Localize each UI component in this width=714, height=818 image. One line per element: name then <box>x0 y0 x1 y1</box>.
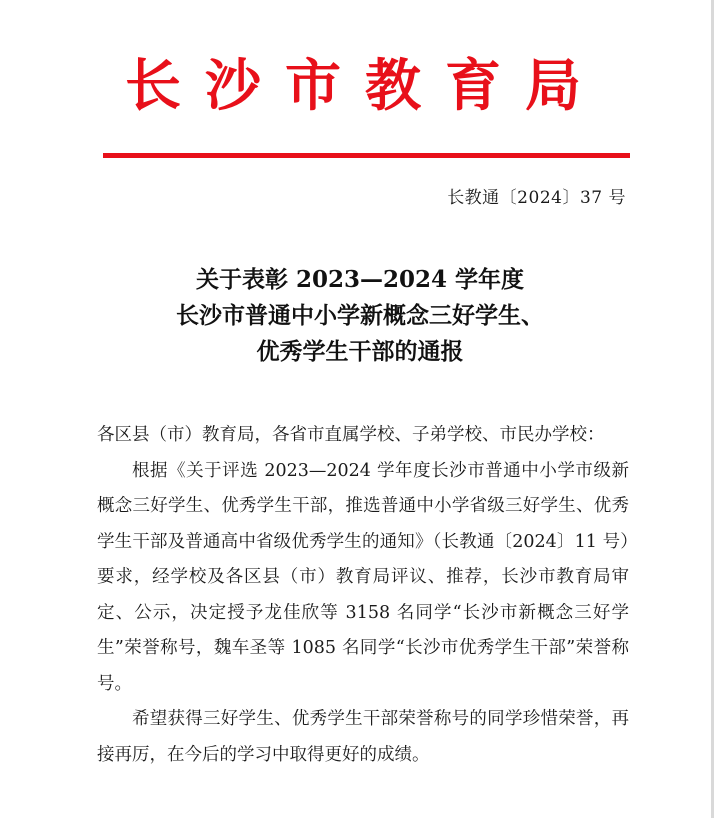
salutation: 各区县（市）教育局，各省市直属学校、子弟学校、市民办学校： <box>97 425 605 445</box>
body-paragraph-2: 希望获得三好学生、优秀学生干部荣誉称号的同学珍惜荣誉，再接再厉，在今后的学习中取得更好的成绩。 <box>97 709 629 765</box>
title-line-3: 优秀学生干部的通报 <box>256 338 464 365</box>
document-title <box>60 262 660 370</box>
document-body <box>97 418 629 773</box>
document-number: 长教通〔2024〕37 号 <box>447 188 626 208</box>
issuer-masthead: 长沙市教育局 <box>125 53 605 119</box>
body-paragraph-1: 根据《关于评选 2023—2024 学年度长沙市普通中小学市级新概念三好学生、优秀学生干部，推选普通中小学省级三好学生、优秀学生干部及普通高中省级优秀学生的通知》（长教通〔2024〕11 号）要求，经学校及各区县（市）教育局评议、推荐，长沙市教育局审定、公示，决定授予龙佳欣等 3158 名同学“长沙市新概念三好学生”荣誉称号，魏车圣等 1085 名同学“长沙市优秀学生干部”荣誉称号。 <box>97 460 629 694</box>
title-line-2: 长沙市普通中小学新概念三好学生、 <box>176 302 544 329</box>
title-line-1: 关于表彰 2023—2024 学年度 <box>195 266 525 293</box>
red-divider-line <box>103 153 630 158</box>
